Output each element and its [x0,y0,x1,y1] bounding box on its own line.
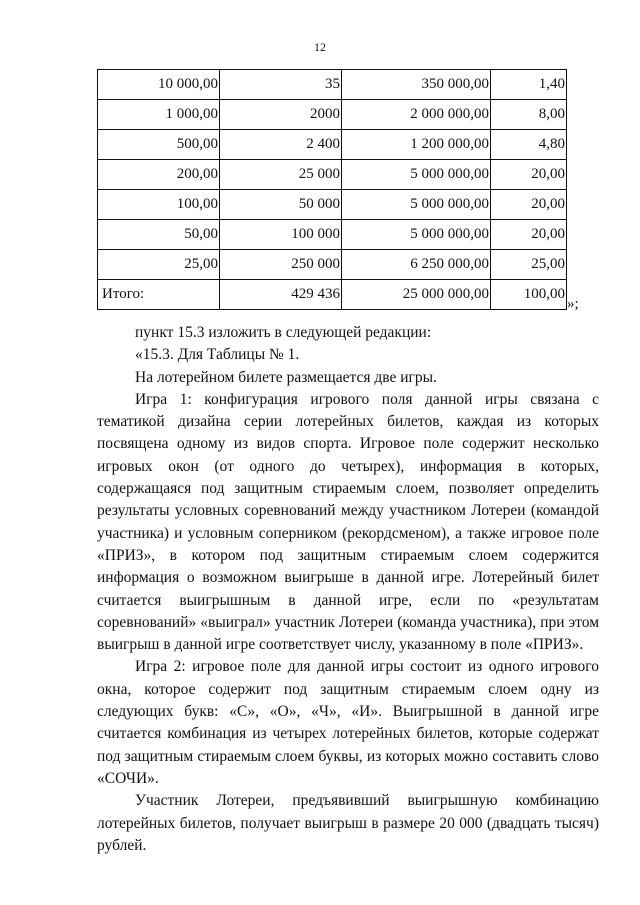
table-cell: 25 000 [220,160,342,190]
table-cell: 6 250 000,00 [342,250,491,280]
table-cell: 4,80 [491,130,567,160]
table-total-row [98,280,567,310]
page-number: 12 [314,40,326,54]
table-row [98,100,567,130]
table-cell: 1,40 [491,70,567,100]
table-cell: 20,00 [491,220,567,250]
body-text [97,322,599,857]
table-cell: 5 000 000,00 [342,190,491,220]
table-row [98,160,567,190]
table-cell: 10 000,00 [98,70,220,100]
prize-table [97,69,567,310]
table-cell: 25,00 [491,250,567,280]
paragraph: пункт 15.3 изложить в следующей редакции: [135,324,432,341]
table-cell: 8,00 [491,100,567,130]
table-row [98,250,567,280]
quote-end-mark: »; [567,296,579,312]
table-cell: 2 000 000,00 [342,100,491,130]
table-cell: 20,00 [491,190,567,220]
paragraph: «15.3. Для Таблицы № 1. [135,346,300,364]
table-row [98,70,567,100]
total-cell: 429 436 [220,280,342,310]
table-cell: 25,00 [98,250,220,280]
total-cell: 100,00 [491,280,567,310]
table-row [98,220,567,250]
table-cell: 200,00 [98,160,220,190]
paragraph: Игра 1: конфигурация игрового поля данной игры связана с тематикой дизайна серии лотерейных билетов, каждая из которых посвящена одному из видов спорта. Игровое поле содержит несколько игровых окон (от одного до четырех), информация в которых, содержащаяся под защитным стираемым слоем, позволяет определить результаты условных соревнований между участником Лотереи (командой участника) и условным соперником (рекордсменом), а также игровое поле «ПРИЗ», в котором под защитным стираемым слоем содержится информация о возможном выигрыше в данной игре. Лотерейный билет считается выигрышным в данной игре, если по «результатам соревнований» «выиграл» участник Лотереи (команда участника), при этом выигрыш в данной игре соответствует числу, указанному в поле «ПРИЗ». [97,390,599,654]
table-cell: 50,00 [98,220,220,250]
table-cell: 50 000 [220,190,342,220]
table-cell: 100,00 [98,190,220,220]
paragraph: Участник Лотереи, предъявивший выигрышную комбинацию лотерейных билетов, получает выигрыш в размере 20 000 (двадцать тысяч) рублей. [97,792,599,854]
table-row [98,190,567,220]
total-label: Итого: [98,280,220,310]
table-cell: 250 000 [220,250,342,280]
table-cell: 2 400 [220,130,342,160]
table-cell: 2000 [220,100,342,130]
table-cell: 1 200 000,00 [342,130,491,160]
table-cell: 5 000 000,00 [342,160,491,190]
table-row [98,130,567,160]
paragraph: Игра 2: игровое поле для данной игры состоит из одного игрового окна, которое содержит под защитным стираемым слоем одну из следующих букв: «С», «О», «Ч», «И». Выигрышной в данной игре считается комбинация из четырех лотерейных билетов, которые содержат под защитным стираемым слоем буквы, из которых можно составить слово «СОЧИ». [97,658,599,787]
table-cell: 5 000 000,00 [342,220,491,250]
total-cell: 25 000 000,00 [342,280,491,310]
table-cell: 35 [220,70,342,100]
paragraph: На лотерейном билете размещается две игры. [135,368,437,386]
table-cell: 350 000,00 [342,70,491,100]
table-cell: 20,00 [491,160,567,190]
table-cell: 500,00 [98,130,220,160]
table-cell: 1 000,00 [98,100,220,130]
table-cell: 100 000 [220,220,342,250]
